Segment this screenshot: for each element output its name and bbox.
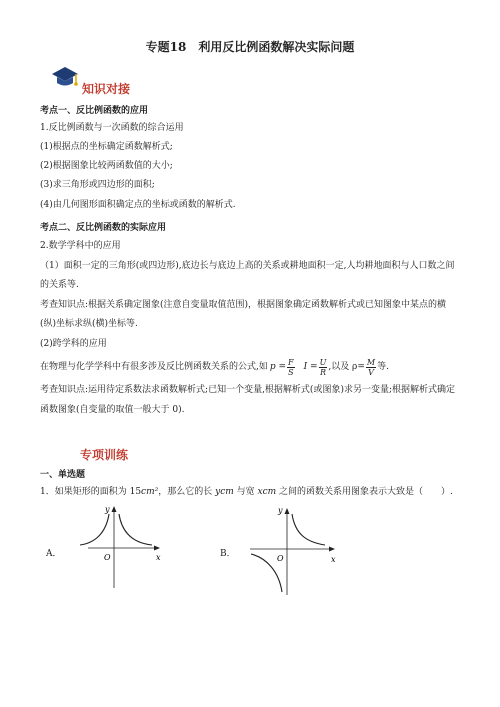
formula-rho-lhs: ,以及 ρ=	[328, 361, 365, 372]
fraction-f-over-s: $\frac{F}{S}$	[288, 357, 294, 377]
section-heading-knowledge: 知识对接	[82, 82, 131, 96]
point2-paragraph-2b: (纵)坐标求纵(横)坐标等.	[40, 319, 138, 329]
point1-item-4: (4)由几何图形面积确定点的坐标或函数的解析式.	[40, 200, 236, 210]
origin-label: O	[277, 554, 284, 563]
point2-heading: 考点二、反比例函数的实际应用	[40, 223, 167, 233]
option-b-label[interactable]: B．	[220, 549, 236, 559]
cross-subject-heading: (2)跨学科的应用	[40, 339, 107, 349]
section-heading-practice: 专项训练	[80, 448, 129, 462]
axis-y-label: y	[105, 505, 110, 514]
option-b-graph[interactable]	[245, 500, 340, 600]
graduation-cap-icon	[50, 64, 80, 90]
point1-item-2: (2)根据图象比较两函数值的大小;	[40, 161, 173, 171]
point2-paragraph-2a: 考查知识点:根据关系确定图象(注意自变量取值范围)，根据图象确定函数解析式或已知图象中某点的横	[40, 300, 447, 310]
formula-i-lhs: I =	[303, 361, 318, 372]
point2-paragraph-1a: （1）面积一定的三角形(或四边形),底边长与底边上高的关系或耕地面积一定,人均耕地面积与人口数之间	[40, 261, 455, 271]
option-a-label[interactable]: A．	[46, 549, 62, 559]
point2-paragraph-3b: 函数图象(自变量的取值一般大于 0).	[40, 405, 185, 415]
fraction-u-over-r: $\frac{U}{R}$	[319, 357, 327, 377]
point2-subheading: 2.数学学科中的应用	[40, 241, 121, 251]
formula-end: 等.	[377, 361, 389, 372]
point2-paragraph-3a: 考查知识点:运用待定系数法求函数解析式;已知一个变量,根据解析式(或图象)求另一变量;根据解析式确定	[40, 385, 455, 395]
formula-line	[40, 355, 389, 379]
fraction-m-over-v: $\frac{M}{V}$	[366, 357, 376, 377]
point1-subheading: 1.反比例函数与一次函数的综合运用	[40, 123, 184, 133]
part-heading: 一、单选题	[40, 470, 86, 480]
axis-x-label: x	[331, 555, 336, 564]
formula-intro: 在物理与化学学科中有很多涉及反比例函数关系的公式,如	[40, 361, 268, 372]
point1-item-1: (1)根据点的坐标确定函数解析式;	[40, 142, 173, 152]
page-title: 专题18 利用反比例函数解决实际问题	[145, 40, 355, 54]
origin-label: O	[104, 553, 111, 562]
formula-p-lhs: p =	[269, 361, 287, 372]
axis-x-label: x	[156, 553, 161, 562]
point1-heading: 考点一、反比例函数的应用	[40, 106, 149, 116]
question-1: 1．如果矩形的面积为 15cm²，那么它的长 ycm 与宽 xcm 之间的函数关系用图象表示大致是（ ）.	[40, 487, 453, 497]
axis-y-label: y	[278, 506, 283, 515]
point2-paragraph-1b: 的关系等.	[40, 280, 79, 290]
point1-item-3: (3)求三角形或四边形的面积;	[40, 180, 155, 190]
option-a-graph[interactable]	[78, 500, 168, 595]
